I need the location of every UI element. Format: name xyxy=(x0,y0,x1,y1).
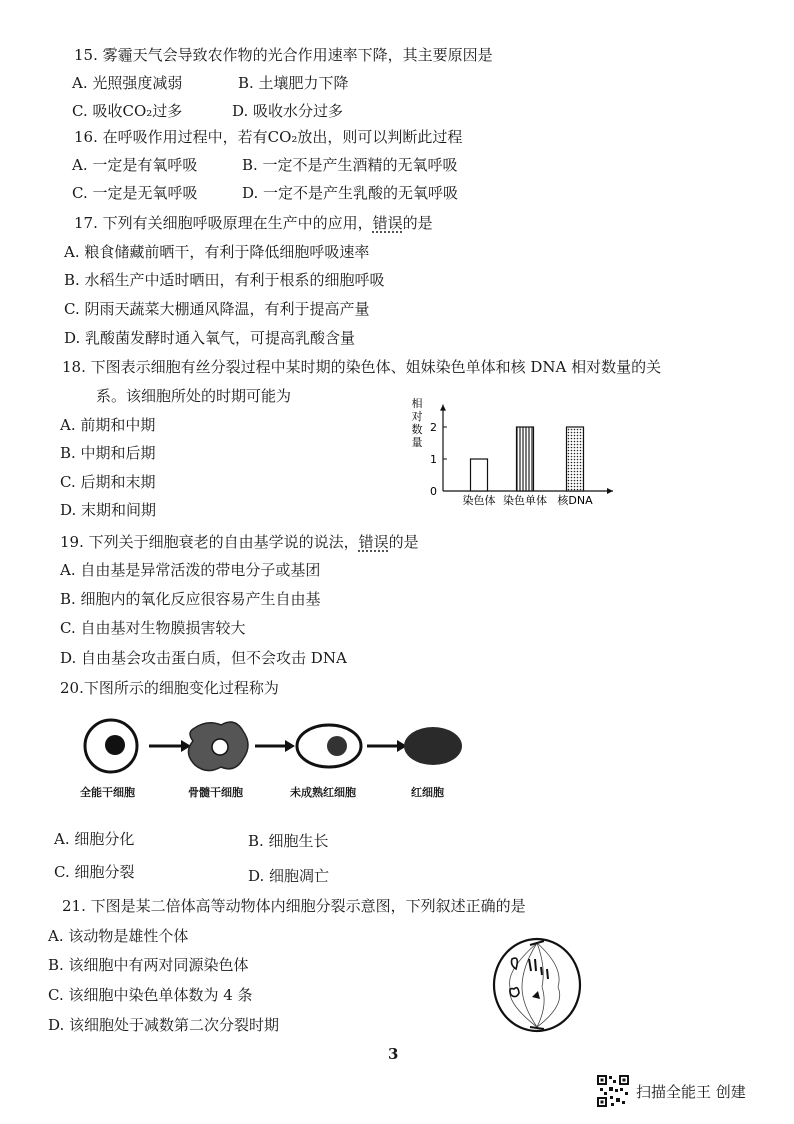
q19-option-d: D. 自由基会攻击蛋白质，但不会攻击 DNA xyxy=(60,649,347,667)
q18-option-a: A. 前期和中期 xyxy=(60,416,156,434)
q19-stem xyxy=(60,532,419,552)
q17-stem-emphasis: 错误 xyxy=(372,214,403,232)
q17-stem-pre: 17. 下列有关细胞呼吸原理在生产中的应用， xyxy=(74,214,373,232)
bone-marrow-stem-cell-figure xyxy=(188,722,248,770)
y-axis-label-char: 相 xyxy=(411,397,423,410)
q17-option-a: A. 粮食储藏前晒干，有利于降低细胞呼吸速率 xyxy=(64,243,370,261)
q20-option-a: A. 细胞分化 xyxy=(54,830,135,848)
q17-option-c: C. 阴雨天蔬菜大棚通风降温，有利于提高产量 xyxy=(64,300,370,318)
y-axis-label-char: 量 xyxy=(411,436,423,449)
category-label: 核DNA xyxy=(557,494,593,507)
arrow-icon xyxy=(149,740,191,752)
category-label: 染色单体 xyxy=(503,494,547,507)
q18-stem-line1: 18. 下图表示细胞有丝分裂过程中某时期的染色体、姐妹染色单体和核 DNA 相对数量的关 xyxy=(62,358,662,376)
y-tick-labels xyxy=(430,421,447,498)
q19-stem-emphasis: 错误 xyxy=(358,533,389,551)
category-label: 染色体 xyxy=(462,494,496,507)
qr-code-icon xyxy=(596,1074,630,1108)
arrow-icon xyxy=(255,740,295,752)
chart-bars xyxy=(471,427,584,491)
q16-option-d: D. 一定不是产生乳酸的无氧呼吸 xyxy=(242,184,459,202)
y-tick-label: 1 xyxy=(430,453,437,466)
q20-stem: 20.下图所示的细胞变化过程称为 xyxy=(60,679,279,697)
bar-3 xyxy=(567,427,584,491)
scanner-watermark xyxy=(596,1074,746,1108)
x-axis-arrow xyxy=(607,488,613,494)
q21-option-a: A. 该动物是雄性个体 xyxy=(48,927,189,945)
bar-1 xyxy=(471,459,488,491)
q16-option-c: C. 一定是无氧呼吸 xyxy=(72,184,198,202)
q19-option-c: C. 自由基对生物膜损害较大 xyxy=(60,619,246,637)
y-axis-label xyxy=(412,396,423,449)
q17-option-b: B. 水稻生产中适时晒田，有利于根系的细胞呼吸 xyxy=(64,271,385,289)
y-axis-arrow xyxy=(440,405,446,411)
page-number: 3 xyxy=(388,1045,399,1063)
q15-option-c: C. 吸收CO₂过多 xyxy=(72,102,183,120)
q18-option-d: D. 末期和间期 xyxy=(60,501,157,519)
q15-option-b: B. 土壤肥力下降 xyxy=(238,74,349,92)
arrow-icon xyxy=(367,740,407,752)
q15-option-a: A. 光照强度减弱 xyxy=(72,74,183,92)
y-tick-label: 0 xyxy=(430,485,437,498)
q21-stem: 21. 下图是某二倍体高等动物体内细胞分裂示意图，下列叙述正确的是 xyxy=(62,897,526,915)
q17-option-d: D. 乳酸菌发酵时通入氧气，可提高乳酸含量 xyxy=(64,329,356,347)
bar-2 xyxy=(517,427,534,491)
q20-option-b: B. 细胞生长 xyxy=(248,832,329,850)
q20-option-d: D. 细胞凋亡 xyxy=(248,867,330,885)
q15-option-d: D. 吸收水分过多 xyxy=(232,102,344,120)
q18-option-c: C. 后期和末期 xyxy=(60,473,156,491)
category-labels xyxy=(463,493,594,507)
q17-stem-post: 的是 xyxy=(402,214,433,232)
q21-option-c: C. 该细胞中染色单体数为 4 条 xyxy=(48,986,253,1004)
q16-option-a: A. 一定是有氧呼吸 xyxy=(72,156,198,174)
cell-label-totipotent: 全能干细胞 xyxy=(80,786,135,799)
q15-stem: 15. 雾霾天气会导致农作物的光合作用速率下降，其主要原因是 xyxy=(74,46,493,64)
cell-label-immature-rbc: 未成熟红细胞 xyxy=(290,786,356,799)
q20-option-c: C. 细胞分裂 xyxy=(54,863,135,881)
q18-option-b: B. 中期和后期 xyxy=(60,444,156,462)
immature-red-blood-cell-figure xyxy=(297,725,361,767)
y-axis-label-char: 对 xyxy=(411,410,423,423)
q19-stem-pre: 19. 下列关于细胞衰老的自由基学说的说法， xyxy=(60,533,359,551)
cell-division-diagram xyxy=(486,935,588,1035)
y-axis-label-char: 数 xyxy=(411,423,423,436)
cell-label-bone-marrow: 骨髓干细胞 xyxy=(188,786,243,799)
cell-label-rbc: 红细胞 xyxy=(411,786,444,799)
scanner-watermark-text: 扫描全能王 创建 xyxy=(636,1082,746,1101)
q17-stem xyxy=(74,213,433,233)
cell-differentiation-diagram xyxy=(75,715,475,780)
totipotent-stem-cell-figure xyxy=(85,720,137,772)
y-tick-label: 2 xyxy=(430,421,437,434)
q18-stem-line2: 系。该细胞所处的时期可能为 xyxy=(96,387,292,405)
q21-option-d: D. 该细胞处于减数第二次分裂时期 xyxy=(48,1016,280,1034)
q16-option-b: B. 一定不是产生酒精的无氧呼吸 xyxy=(242,156,458,174)
red-blood-cell-figure xyxy=(404,727,462,765)
q18-bar-chart xyxy=(405,395,625,513)
q19-option-b: B. 细胞内的氧化反应很容易产生自由基 xyxy=(60,590,321,608)
q19-option-a: A. 自由基是异常活泼的带电分子或基团 xyxy=(60,561,321,579)
q19-stem-post: 的是 xyxy=(388,533,419,551)
q21-option-b: B. 该细胞中有两对同源染色体 xyxy=(48,956,249,974)
q16-stem: 16. 在呼吸作用过程中，若有CO₂放出，则可以判断此过程 xyxy=(74,128,463,146)
